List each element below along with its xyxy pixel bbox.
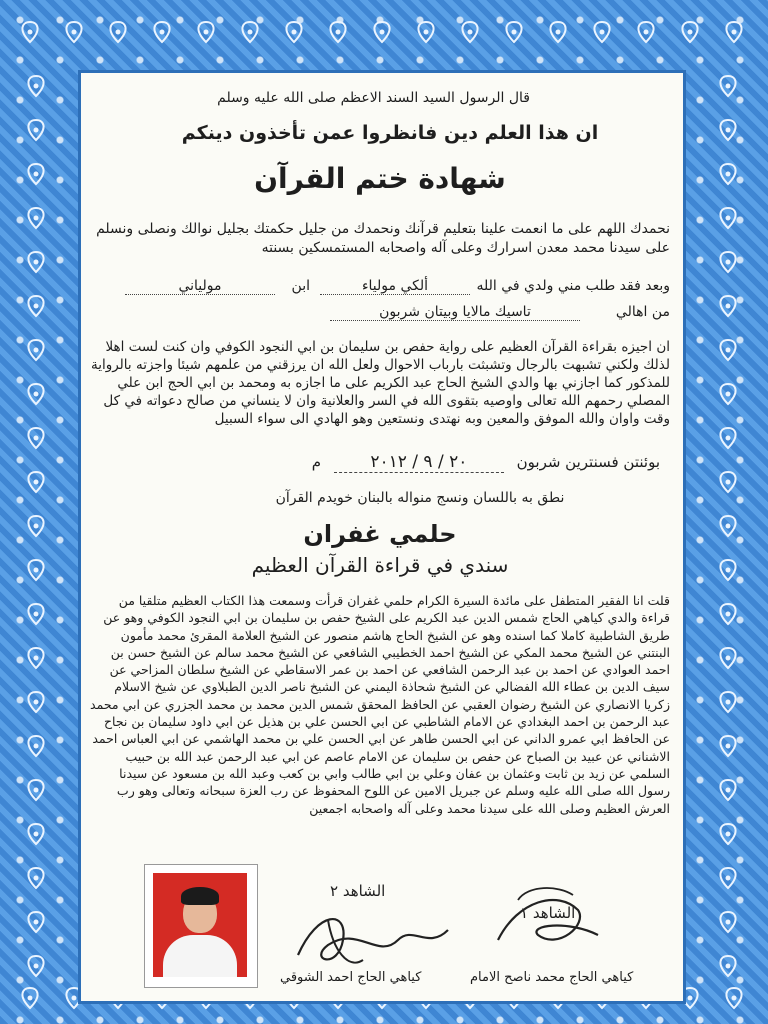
border-motif xyxy=(28,868,43,888)
border-motif xyxy=(720,516,735,536)
border-motif xyxy=(720,692,735,712)
border-motif xyxy=(720,164,735,184)
from-label: من اهالي xyxy=(615,304,670,320)
border-motif xyxy=(28,516,43,536)
border-motif xyxy=(242,22,257,42)
border-motif xyxy=(286,22,301,42)
border-motif xyxy=(720,208,735,228)
border-motif xyxy=(720,428,735,448)
date-line xyxy=(280,452,660,473)
border-motif xyxy=(28,824,43,844)
border-motif xyxy=(720,120,735,140)
certificate-title: شهادة ختم القرآن xyxy=(254,162,506,195)
student-photo xyxy=(153,873,247,977)
border-motif xyxy=(198,22,213,42)
border-motif xyxy=(720,384,735,404)
border-motif xyxy=(720,296,735,316)
border-motif xyxy=(418,22,433,42)
border-motif xyxy=(720,780,735,800)
teacher-name: حلمي غفران xyxy=(303,520,457,548)
border-motif xyxy=(462,22,477,42)
student-name: ألكي مولياء xyxy=(320,278,470,295)
border-motif xyxy=(374,22,389,42)
witness-2-label: الشاهد ٢ xyxy=(330,882,386,900)
border-motif xyxy=(726,22,741,42)
hadith-intro: قال الرسول السيد السند الاعظم صلى الله عليه وسلم xyxy=(217,90,530,106)
border-motif xyxy=(638,22,653,42)
border-motif xyxy=(28,692,43,712)
witness-2-name: كياهي الحاج احمد الشوقي xyxy=(280,970,422,985)
sanad-heading: سندي في قراءة القرآن العظيم xyxy=(251,553,509,577)
border-motif xyxy=(720,76,735,96)
border-motif xyxy=(720,604,735,624)
border-motif xyxy=(720,736,735,756)
border-motif xyxy=(720,252,735,272)
border-motif xyxy=(110,22,125,42)
opening-paragraph: نحمدك اللهم على ما انعمت علينا بتعليم قرآنك ونحمدك من جليل حكمتك بجليل نوالك ونصلى ونسلم على سيدنا محمد معدن اسرارك وعلى آله واصحابه المستمسكين بسنته xyxy=(96,221,670,256)
border-motif xyxy=(154,22,169,42)
border-motif xyxy=(28,736,43,756)
border-motif xyxy=(550,22,565,42)
date-label: بوئنتن فسنترين شربون xyxy=(516,453,660,471)
border-motif xyxy=(28,296,43,316)
ijazah-paragraph: ان اجيزه بقراءة القرآن العظيم على رواية حفص بن سليمان بن ابي النجود الكوفي وان كنت لست اهلا لذلك ولكني تشبهت بالرجال وتشبثت بارباب الاحوال ولعل الله ان يرزقني من علمهم شيئا واجزته بالرواية للمذكور كما اجازني بها والدي الشيخ الحاج عبد الكريم على ما اجازه به ومحمد بن ابي الحج ابن علي المصلي رحمهم الله تعالى واوصيه بتقوى الله في السر والعلانية وان لا ينساني من صالح دعواته في كل وقت واوان والله الموفق والمعين وبه نهتدى ونستعين وهو الهادي الى سواء السبيل xyxy=(90,339,670,427)
border-motif xyxy=(28,956,43,976)
border-motif xyxy=(28,164,43,184)
witness-2-signature xyxy=(288,900,458,980)
quran-verse: ان هذا العلم دين فانظروا عمن تأخذون دينكم xyxy=(181,122,599,144)
border-motif xyxy=(726,988,741,1008)
father-name: مولياني xyxy=(125,278,275,295)
border-motif xyxy=(506,22,521,42)
witness-1-name: كياهي الحاج محمد ناصح الامام xyxy=(470,970,634,985)
border-motif xyxy=(66,22,81,42)
date-value: ٢٠ / ٩ / ٢٠١٢ xyxy=(334,452,504,473)
border-motif xyxy=(28,384,43,404)
border-motif xyxy=(720,560,735,580)
border-motif xyxy=(682,22,697,42)
border-motif xyxy=(28,252,43,272)
border-motif xyxy=(720,824,735,844)
border-motif xyxy=(720,472,735,492)
border-motif xyxy=(720,956,735,976)
witness-1-label: الشاهد ١ xyxy=(520,904,576,922)
border-motif xyxy=(28,604,43,624)
request-label: وبعد فقد طلب مني ولدي في الله xyxy=(476,278,670,294)
border-motif xyxy=(720,868,735,888)
border-motif xyxy=(594,22,609,42)
border-motif xyxy=(28,76,43,96)
given-by-line: نطق به باللسان ونسج منواله بالبنان خويدم القرآن xyxy=(275,490,565,506)
border-motif xyxy=(28,648,43,668)
student-photo-frame xyxy=(144,864,258,988)
border-motif xyxy=(720,340,735,360)
witness-1-signature xyxy=(478,880,628,960)
bin-label: ابن xyxy=(291,278,310,294)
border-motif xyxy=(28,208,43,228)
border-motif xyxy=(28,428,43,448)
border-motif xyxy=(720,912,735,932)
border-motif xyxy=(28,560,43,580)
border-motif xyxy=(28,472,43,492)
border-motif xyxy=(28,120,43,140)
sanad-text: قلت انا الفقير المتطفل على مائدة السيرة الكرام حلمي غفران قرأت وسمعت هذا الكتاب العظيم متلقيا من قراءة والدي كياهي الحاج شمس الدين عبد الكريم على الشيخ حفص بن سليمان بن ابي النجود الكوفي وهو عن طريق الشاطبية كاملا كما اسنده وهو عن الشيخ الحاج هاشم منصور عن الشيخ العلامة المقرئ محمد مأمون البنتني عن الشيخ محمد المكي عن الشيخ احمد الخطيبي الشافعي عن الشيخ محمد سالم عن الشيخ حسن بن احمد العوادي عن احمد بن عبد الرحمن الشافعي عن احمد بن عمر الاسقاطي عن الشيخ سلطان المزاحي عن سيف الدين بن عطاء الله الفضالي عن الشيخ شحاذة اليمني عن الشيخ ناصر الدين الطبلاوي عن شيخ الاسلام زكريا الانصاري عن الشيخ رضوان العقبي عن الحافظ المحقق شمس الدين محمد بن محمد الجزري عن ابي محمد عبد الرحمن بن احمد البغدادي عن الامام الشاطبي عن ابي الحسن علي بن هذيل عن ابي داود سليمان بن نجاح عن الحافظ ابي عمرو الداني عن ابي الحسن طاهر عن ابي الحسن علي بن محمد الهاشمي عن ابي العباس احمد الاشناني عن عبيد بن الصباح عن حفص بن سليمان عن الامام عاصم عن ابي عبد الرحمن عبد الله بن حبيب السلمي عن زيد بن ثابت وعثمان بن عفان وعلي بن ابي طالب وابي بن كعب وعبد الله بن مسعود عن سيدنا رسول الله صلى الله عليه وسلم عن جبريل الامين عن اللوح المحفوظ عن رب العزة سبحانه وتعالى وهو رب العرش العظيم وصلى الله على سيدنا محمد وعلى آله واصحابه اجمعين xyxy=(90,593,670,816)
border-motif xyxy=(720,648,735,668)
date-suffix: م xyxy=(311,453,322,471)
border-motif xyxy=(28,780,43,800)
border-motif xyxy=(22,988,37,1008)
border-motif xyxy=(22,22,37,42)
border-motif xyxy=(330,22,345,42)
border-motif xyxy=(28,912,43,932)
origin-value: تاسيك مالايا وبيتان شربون xyxy=(330,304,580,321)
border-motif xyxy=(28,340,43,360)
